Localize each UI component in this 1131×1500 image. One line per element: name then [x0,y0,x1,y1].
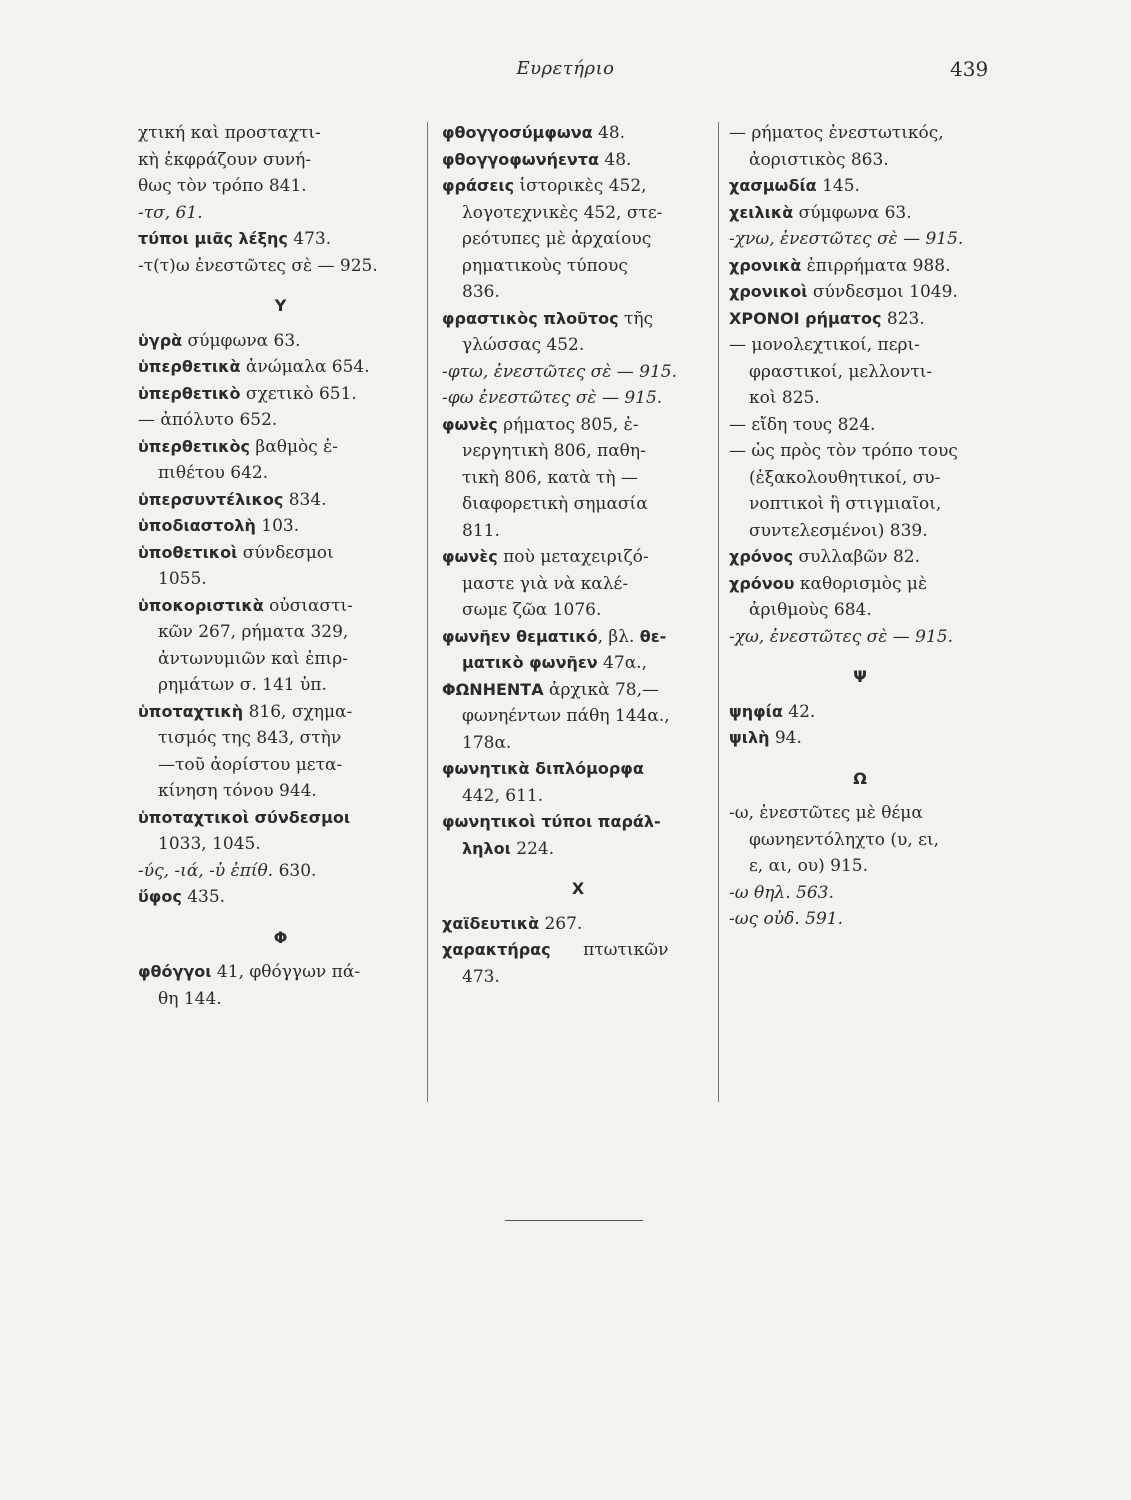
entry-headword: χρονικοὶ [729,282,808,301]
index-line: κοὶ 825. [749,388,820,408]
entry-text: ἐπιρρήματα 988. [801,255,951,276]
entry-headword: ὑπερσυντέλικος [138,489,284,509]
index-entry [138,540,423,567]
entry-headword: ὑγρὰ [138,330,183,350]
index-line: ἀντωνυμιῶν καὶ ἐπιρ- [158,648,348,669]
index-line: ρεότυπες μὲ ἀρχαίους [462,229,652,249]
section-letter: Φ [273,927,288,947]
index-line: 442, 611. [462,785,544,806]
index-line: ἀριθμοὺς 684. [749,600,872,620]
entry-text: 48. [599,149,632,170]
entry-headword: φωνῆεν θεματικό [442,626,598,646]
index-line: κίνηση τόνου 944. [158,781,317,801]
index-entry [442,624,714,651]
entry-headword: φωνὲς [442,547,498,566]
entry-headword: φράσεις [442,176,515,195]
entry-headword: τύποι μιᾶς λέξης [138,229,288,248]
index-entry [442,836,714,863]
index-entry: φωνητικὰ διπλόμορφα [442,759,644,778]
index-entry [442,937,714,964]
index-line: ε, αι, ου) 915. [749,856,869,876]
index-line: -χνω, ἐνεστῶτες σὲ — 915. [729,229,964,249]
entry-text: καθορισμὸς μὲ [794,573,928,594]
index-line: κῶν 267, ρήματα 329, [158,622,349,642]
index-line: 473. [462,966,500,987]
entry-headword: χρόνος [729,547,794,566]
index-column-3 [729,120,991,933]
entry-text: σύνδεσμοι [237,542,334,563]
index-line: -φω ἐνεστῶτες σὲ — 915. [442,388,663,408]
index-entry [138,593,423,620]
index-line: -ω, ἐνεστῶτες μὲ θέμα [729,803,923,823]
entry-text: 41, φθόγγων πά- [211,962,361,982]
entry-suffix: -ύς, -ιά, -ὑ ἐπίθ. [138,860,274,881]
index-line: (ἐξακολουθητικοί, συ- [749,467,941,488]
index-line: χτική καὶ προσταχτι- [138,123,321,143]
entry-text: ἱστορικὲς 452, [514,176,647,196]
index-line: -χω, ἐνεστῶτες σὲ — 915. [729,626,954,647]
entry-headword: φραστικὸς πλοῦτος [442,308,619,328]
index-line: λογοτεχνικὲς 452, στε- [462,202,663,223]
index-entry [442,650,714,677]
entry-text: 823. [881,308,925,329]
entry-text: σύνδεσμοι 1049. [807,282,958,302]
index-entry [729,279,991,306]
entry-text: 103. [255,516,300,536]
entry-headword: ρήματος [799,308,882,328]
index-line: — ἀπόλυτο 652. [138,410,278,430]
index-entry [138,354,423,381]
entry-text: 145. [816,176,860,196]
entry-text: σύμφωνα 63. [182,330,301,351]
page-number: 439 [950,57,989,81]
index-line: θως τὸν τρόπο 841. [138,176,307,196]
index-line: πιθέτου 642. [158,463,269,483]
index-entry: φωνητικοὶ τύποι παράλ- [442,812,661,831]
index-line: 836. [462,282,500,302]
entry-headword: χειλικὰ [729,202,794,222]
index-entry [442,677,714,704]
index-entry [138,226,423,253]
section-letter: Υ [274,296,287,315]
index-entry [138,434,423,461]
entry-text: 473. [287,229,332,249]
index-line: συντελεσμένοι) 839. [749,520,928,541]
index-line: -φτω, ἐνεστῶτες σὲ — 915. [442,361,678,382]
entry-text: βαθμὸς ἐ- [250,436,339,457]
index-line: -τ(τ)ω ἐνεστῶτες σὲ — 925. [138,255,378,276]
entry-text: ἀνώμαλα 654. [240,357,370,377]
entry-headword: ληλοι [462,838,511,858]
index-entry [729,544,991,571]
index-entry [729,253,991,280]
entry-headword: ψηφία [729,701,783,721]
entry-text: σχετικὸ 651. [240,383,357,404]
index-entry [729,173,991,200]
index-line: φωνηεντόληχτο (υ, ει, [749,829,940,850]
entry-text: ποὺ μεταχειριζό- [497,547,649,567]
index-entry [442,911,714,938]
index-line: θη 144. [158,988,222,1009]
footer-rule [505,1220,643,1221]
index-line: -τσ, 61. [138,202,203,223]
entry-text: οὐσιαστι- [263,595,353,616]
index-column-2 [442,120,714,990]
entry-headword: ὑποταχτικὴ [138,701,244,721]
entry-text: 267. [539,913,583,934]
index-line: — ὡς πρὸς τὸν τρόπο τους [729,441,958,461]
index-line: διαφορετικὴ σημασία [462,494,648,514]
index-entry [729,571,991,598]
index-column-1 [138,120,423,1012]
entry-text: σύμφωνα 63. [793,202,912,223]
running-header: Ευρετήριο [516,58,615,79]
index-entry [442,306,714,333]
entry-text: 630. [273,860,317,881]
entry-headword: ψιλὴ [729,728,770,747]
index-line: ἀοριστικὸς 863. [749,149,889,170]
index-entry [729,725,991,752]
index-entry [138,381,423,408]
entry-text: 435. [181,887,226,907]
index-entry [138,858,423,885]
index-line: τικὴ 806, κατὰ τὴ — [462,467,638,488]
entry-text: 48. [592,123,626,143]
entry-headword: φωνὲς [442,414,498,434]
entry-headword: ὑπερθετικὸς [138,436,251,456]
index-entry [138,699,423,726]
index-line: 811. [462,520,500,541]
entry-headword: χρόνου [729,573,795,593]
entry-headword: χρονικὰ [729,255,802,275]
index-line: 1055. [158,569,207,589]
entry-headword: ὑποκοριστικὰ [138,595,264,615]
entry-headword: ὑποθετικοὶ [138,542,238,562]
index-line: κὴ ἐκφράζουν συνή- [138,149,312,170]
entry-headword: ὑπερθετικὸ [138,383,241,403]
entry-headword: ματικὸ φωνῆεν [462,653,598,672]
index-entry [729,699,991,726]
index-entry [729,306,991,333]
entry-text: συλλαβῶν 82. [793,547,920,567]
entry-text: 816, σχημα- [243,701,353,722]
entry-text: 94. [769,728,802,748]
index-entry [442,173,714,200]
entry-text: πτωτικῶν [550,940,669,960]
entry-headword: φθογγοφωνήεντα [442,149,600,169]
column-divider [718,122,719,1102]
index-line: —τοῦ ἀορίστου μετα- [158,754,343,775]
entry-headword: χασμωδία [729,176,817,195]
entry-headword: φθογγοσύμφωνα [442,123,593,142]
index-line: ρημάτων σ. 141 ὑπ. [158,675,327,695]
index-line: 1033, 1045. [158,834,261,854]
index-line: ρηματικοὺς τύπους [462,255,628,276]
entry-headword: ὕφος [138,887,182,906]
index-entry [138,884,423,911]
entry-headword: φθόγγοι [138,962,212,981]
index-line: σωμε ζῶα 1076. [462,600,602,620]
index-entry [729,200,991,227]
index-line: φωνηέντων πάθη 144α., [462,706,670,726]
index-entry [442,120,714,147]
index-line: νοπτικοὶ ἢ στιγμιαῖοι, [749,494,942,514]
index-line: τισμός της 843, στὴν [158,728,342,748]
index-entry [442,412,714,439]
index-entry [442,147,714,174]
index-line: γλώσσας 452. [462,335,585,355]
entry-text: 42. [782,701,816,722]
entry-headword: χαρακτήρας [442,940,551,959]
index-entry [442,544,714,571]
entry-text: , βλ. [597,626,640,647]
entry-text: ρήματος 805, ἐ- [497,414,639,435]
entry-text: ἀρχικὰ 78,— [543,679,659,700]
index-entry [138,487,423,514]
index-entry [138,513,423,540]
index-line: -ως οὐδ. 591. [729,909,843,929]
entry-text: 47α., [597,653,647,673]
column-divider [427,122,428,1102]
index-line: νεργητικὴ 806, παθη- [462,441,646,461]
index-entry [138,328,423,355]
entry-headword: ὑποδιαστολὴ [138,516,256,535]
entry-headword: ὑπερθετικὰ [138,357,241,376]
section-letter: Χ [571,879,585,898]
entry-text: 224. [510,838,555,859]
index-line: μαστε γιὰ νὰ καλέ- [462,573,629,594]
entry-headword: θε- [639,626,667,646]
entry-text: 834. [283,489,327,510]
index-line: 178α. [462,732,512,753]
index-line: φραστικοί, μελλοντι- [749,361,933,382]
entry-headword: χαϊδευτικὰ [442,913,540,933]
index-line: — μονολεχτικοί, περι- [729,335,920,355]
index-entry: ὑποταχτικοὶ σύνδεσμοι [138,807,351,827]
entry-text: τῆς [618,308,654,329]
index-entry [138,959,423,986]
entry-headword: ΧΡΟΝΟΙ [729,308,800,328]
index-line: -ω θηλ. 563. [729,882,834,903]
index-line: — εἴδη τους 824. [729,414,876,435]
index-line: — ρήματος ἐνεστωτικός, [729,123,944,143]
section-letter: Ψ [853,667,867,686]
entry-headword: ΦΩΝΗΕΝΤΑ [442,679,544,699]
section-letter: Ω [853,768,867,788]
